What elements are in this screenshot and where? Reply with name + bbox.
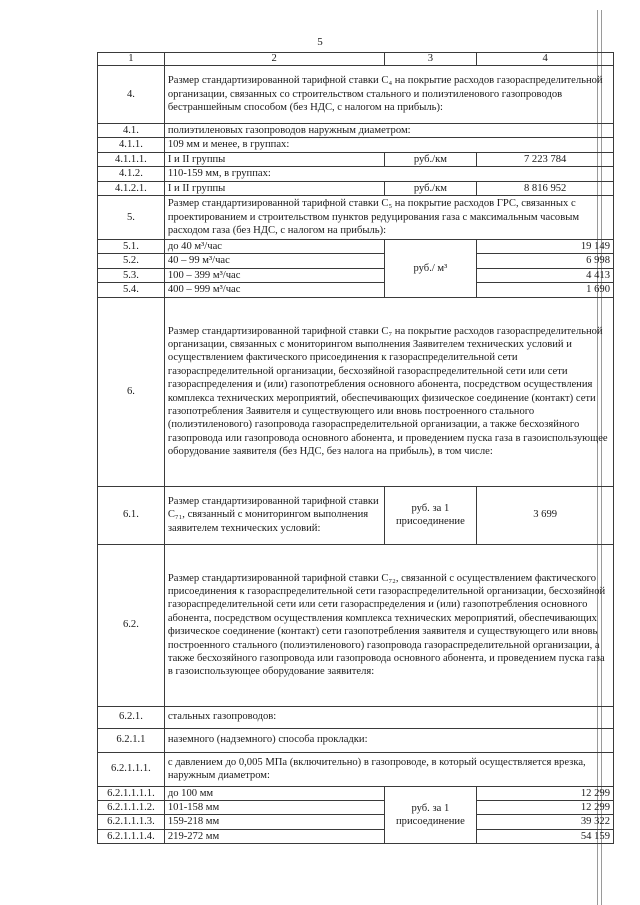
row-unit: руб./км — [384, 152, 477, 166]
row-unit: руб./ м³ — [384, 240, 477, 298]
row-value: 19 149 — [477, 240, 614, 254]
row-description: Размер стандартизированной тарифной ставки С₇ на покрытие расходов газораспределительной организации, связанных с мониторингом выполнения Заявителем технических условий и осуществлением фактического присоединения к газораспределительной сети газораспределительной организации, бесхозяйной газораспределительной сети или сети газораспределения и (или) газопотребления основного абонента, посредством осуществления комплекса технических мероприятий, обеспечивающих физическое соединение (контакт) сети газопотребления Заявителя и существующего или вновь построенного стального (полиэтиленового) газопровода газораспределительной организации, а также бесхозяйного газопровода или газопровода основного абонента, и проведением пуска газа в газоиспользующее оборудование заявителя (без НДС, без налога на прибыль), в том числе: — [164, 297, 613, 486]
row-number: 4.1.2. — [98, 167, 165, 181]
row-description: 109 мм и менее, в группах: — [164, 138, 613, 152]
row-number: 5. — [98, 196, 165, 240]
row-number: 6.2.1.1.1.4. — [98, 829, 165, 843]
row-unit: руб. за 1 присоединение — [384, 486, 477, 544]
row-description: Размер стандартизированной тарифной ставки С₇₂, связанной с осуществлением фактического присоединения к газораспределительной сети газораспределительной организации, бесхозяйной газораспределительной сети или сети газораспределения и (или) газопотребления основного абонента, посредством осуществления комплекса технических мероприятий, обеспечивающих физическое соединение (контакт) сети газопотребления заявителя и существующего или вновь построенного стального (полиэтиленового) газопровода газораспределительной организации, а также бесхозяйного газопровода или газопровода основного абонента, и проведением пуска газа в газоиспользующее оборудование заявителя: — [164, 544, 613, 706]
row-number: 6.2. — [98, 544, 165, 706]
row-number: 5.3. — [98, 268, 165, 282]
table-row — [98, 66, 614, 124]
row-value: 12 299 — [477, 786, 614, 800]
header-cell: 2 — [164, 53, 384, 66]
row-number: 4.1.2.1. — [98, 181, 165, 195]
tariff-table — [97, 52, 614, 844]
table-row — [98, 486, 614, 544]
table-row — [98, 181, 614, 195]
row-number: 6.2.1.1.1. — [98, 752, 165, 786]
page-number: 5 — [317, 36, 323, 48]
table-row — [98, 167, 614, 181]
table-row — [98, 706, 614, 728]
table-row — [98, 283, 614, 297]
row-unit: руб./км — [384, 181, 477, 195]
row-value: 4 413 — [477, 268, 614, 282]
row-number: 6.2.1. — [98, 706, 165, 728]
row-value: 12 299 — [477, 801, 614, 815]
row-number: 5.2. — [98, 254, 165, 268]
table-row — [98, 297, 614, 486]
table-row — [98, 829, 614, 843]
table-row — [98, 268, 614, 282]
row-value: 8 816 952 — [477, 181, 614, 195]
row-description: 219-272 мм — [164, 829, 384, 843]
table-row — [98, 728, 614, 752]
table-header-row — [98, 53, 614, 66]
row-description: 159-218 мм — [164, 815, 384, 829]
row-number: 6.2.1.1.1.1. — [98, 786, 165, 800]
row-number: 5.1. — [98, 240, 165, 254]
row-description: стальных газопроводов: — [164, 706, 613, 728]
row-value: 1 690 — [477, 283, 614, 297]
row-description: 400 – 999 м³/час — [164, 283, 384, 297]
row-value: 7 223 784 — [477, 152, 614, 166]
row-description: I и II группы — [164, 152, 384, 166]
row-description: до 40 м³/час — [164, 240, 384, 254]
row-value: 6 998 — [477, 254, 614, 268]
row-description: Размер стандартизированной тарифной ставки С₅ на покрытие расходов ГРС, связанных с проектированием и строительством пунктов редуцирования газа с максимальным часовым расходом газа (без НДС, с налогом на прибыль): — [164, 196, 613, 240]
row-number: 6. — [98, 297, 165, 486]
row-value: 3 699 — [477, 486, 614, 544]
row-number: 4. — [98, 66, 165, 124]
table-row — [98, 124, 614, 138]
row-number: 5.4. — [98, 283, 165, 297]
table-row — [98, 152, 614, 166]
row-description: 100 – 399 м³/час — [164, 268, 384, 282]
table-row — [98, 544, 614, 706]
table-row — [98, 196, 614, 240]
table-row — [98, 240, 614, 254]
table-row — [98, 752, 614, 786]
row-value: 39 322 — [477, 815, 614, 829]
row-number: 4.1. — [98, 124, 165, 138]
row-number: 6.2.1.1 — [98, 728, 165, 752]
row-number: 6.2.1.1.1.2. — [98, 801, 165, 815]
table-row — [98, 815, 614, 829]
row-description: 110-159 мм, в группах: — [164, 167, 613, 181]
row-description: наземного (надземного) способа прокладки: — [164, 728, 613, 752]
row-number: 6.2.1.1.1.3. — [98, 815, 165, 829]
table-row — [98, 786, 614, 800]
table-row — [98, 254, 614, 268]
header-cell: 4 — [477, 53, 614, 66]
row-description: до 100 мм — [164, 786, 384, 800]
row-description: Размер стандартизированной тарифной ставки С₇₁, связанный с мониторингом выполнения заявителем технических условий: — [164, 486, 384, 544]
row-description: Размер стандартизированной тарифной ставки С₄ на покрытие расходов газораспределительной организации, связанных со строительством стального и полиэтиленового газопроводов бестраншейным способом (без НДС, с налогом на прибыль): — [164, 66, 613, 124]
row-description: с давлением до 0,005 МПа (включительно) в газопроводе, в который осуществляется врезка, наружным диаметром: — [164, 752, 613, 786]
header-cell: 1 — [98, 53, 165, 66]
row-number: 4.1.1.1. — [98, 152, 165, 166]
table-row — [98, 138, 614, 152]
row-description: 40 – 99 м³/час — [164, 254, 384, 268]
header-cell: 3 — [384, 53, 477, 66]
row-value: 54 159 — [477, 829, 614, 843]
row-number: 6.1. — [98, 486, 165, 544]
row-number: 4.1.1. — [98, 138, 165, 152]
table-row — [98, 801, 614, 815]
row-description: 101-158 мм — [164, 801, 384, 815]
row-unit: руб. за 1 присоединение — [384, 786, 477, 844]
row-description: полиэтиленовых газопроводов наружным диаметром: — [164, 124, 613, 138]
row-description: I и II группы — [164, 181, 384, 195]
